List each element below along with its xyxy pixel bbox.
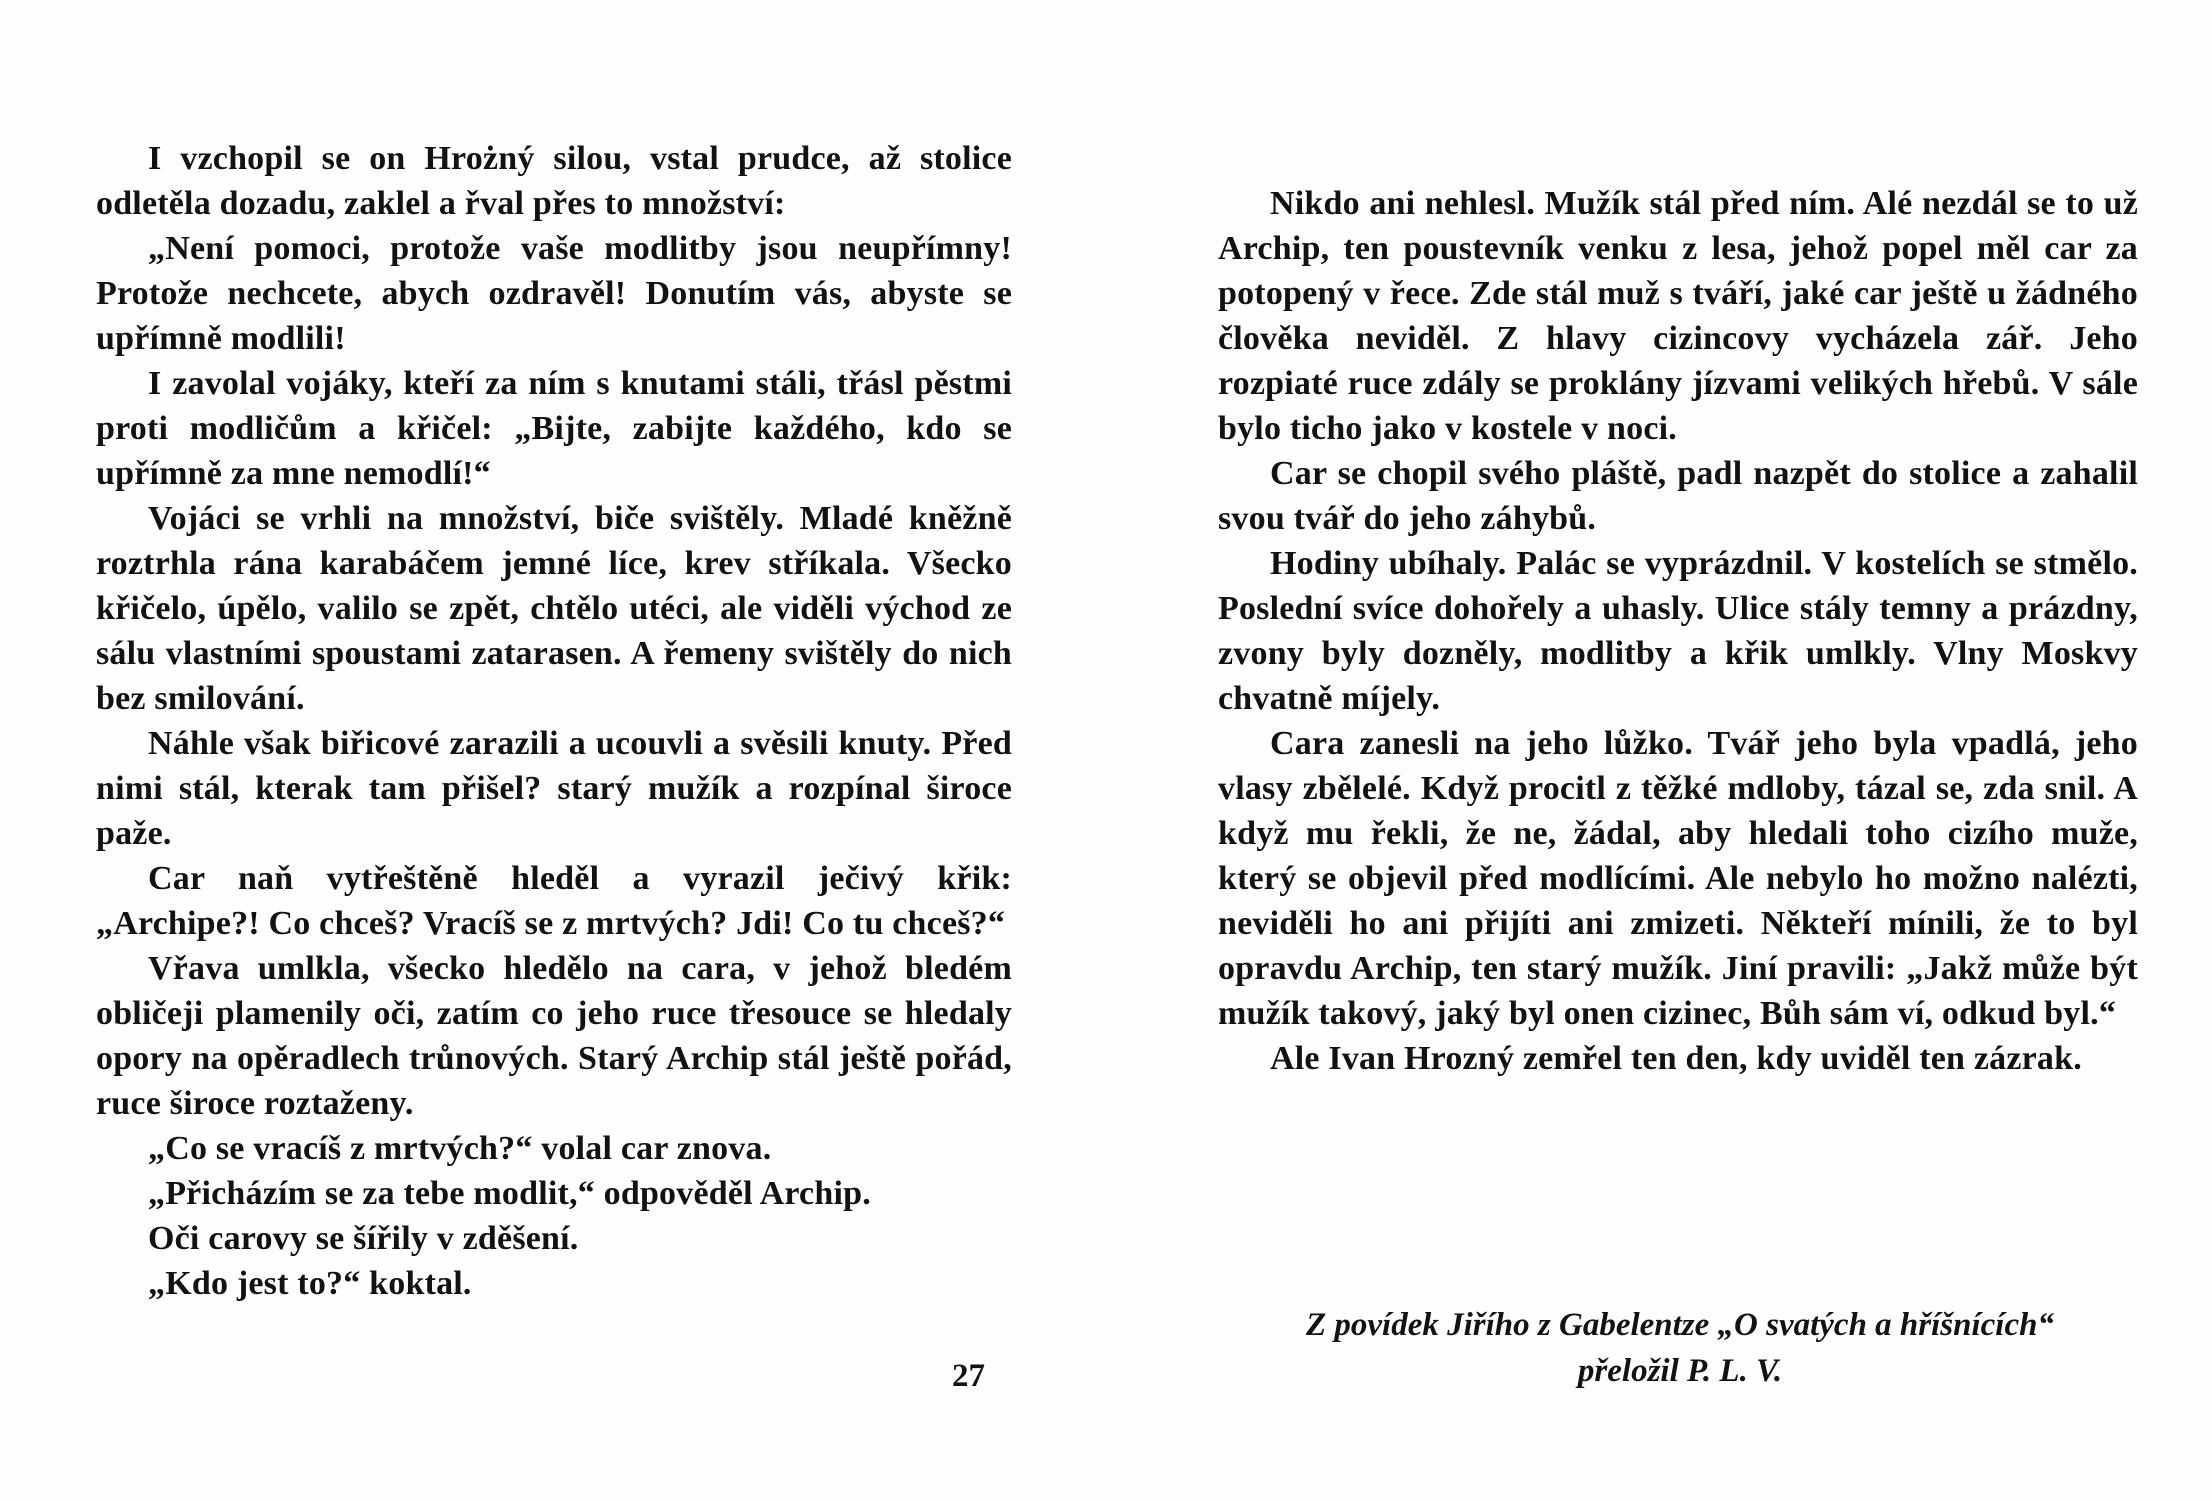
paragraph: „Není pomoci, protože vaše modlitby jsou neupřímny! Protože nechcete, abych ozdravěl! Donutím vás, abyste se upřímně modlili! — [96, 230, 1012, 357]
story-attribution — [1180, 1302, 2180, 1394]
paragraph: Ale Ivan Hrozný zemřel ten den, kdy uviděl ten zázrak. — [1270, 1040, 2082, 1077]
paragraph: Cara zanesli na jeho lůžko. Tvář jeho byla vpadlá, jeho vlasy zbělelé. Když procitl z těžké mdloby, tázal se, zda snil. A když mu řekli, že ne, žádal, aby hledali toho cizího muže, který se objevil před modlícími. Ale nebylo ho možno nalézti, neviděli ho ani přijíti ani zmizeti. Někteří mínili, že to byl opravdu Archip, ten starý mužík. Jiní pravili: „Jakž může být mužík takový, jaký byl onen cizinec, Bůh sám ví, odkud byl.“ — [1218, 725, 2138, 1032]
paragraph: Vojáci se vrhli na množství, biče svištěly. Mladé kněžně roztrhla rána karabáčem jemné líce, krev stříkala. Všecko křičelo, úpělo, valilo se zpět, chtělo utéci, ale viděli východ ze sálu vlastními spoustami zatarasen. A řemeny svištěly do nich bez smilování. — [96, 500, 1012, 717]
paragraph: Nikdo ani nehlesl. Mužík stál před ním. Alé nezdál se to už Archip, ten poustevník venku z lesa, jehož popel měl car za potopený v řece. Zde stál muž s tváří, jaké car ještě u žádného člověka neviděl. Z hlavy cizincovy vycházela zář. Jeho rozpiaté ruce zdály se proklány jízvami velikých hřebů. V sále bylo ticho jako v kostele v noci. — [1218, 185, 2138, 447]
attribution-translator-line: přeložil P. L. V. — [1577, 1353, 1783, 1389]
paragraph: I zavolal vojáky, kteří za ním s knutami stáli, třásl pěstmi proti modličům a křičel: „Bijte, zabijte každého, kdo se upřímně za mne nemodlí!“ — [96, 365, 1012, 492]
paragraph: Oči carovy se šířily v zděšení. — [148, 1220, 579, 1257]
paragraph: „Kdo jest to?“ koktal. — [148, 1265, 472, 1302]
attribution-source-line: Z povídek Jiřího z Gabelentze „O svatých a hříšnících“ — [1306, 1307, 2054, 1343]
right-page-text-block — [1218, 181, 2138, 1081]
paragraph: I vzchopil se on Hrożný silou, vstal prudce, až stolice odletěla dozadu, zaklel a řval přes to množství: — [96, 140, 1012, 222]
paragraph: „Co se vracíš z mrtvých?“ volal car znova. — [148, 1130, 772, 1167]
page-number: 27 — [952, 1358, 985, 1394]
paragraph: Car naň vytřeštěně hleděl a vyrazil ječivý křik: „Archipe?! Co chceš? Vracíš se z mrtvých? Jdi! Co tu chceš?“ — [96, 860, 1012, 942]
paragraph: Hodiny ubíhaly. Palác se vyprázdnil. V kostelích se stmělo. Poslední svíce dohořely a uhasly. Ulice stály temny a prázdny, zvony byly dozněly, modlitby a křik umlkly. Vlny Moskvy chvatně míjely. — [1218, 545, 2138, 717]
paragraph: Vřava umlkla, všecko hledělo na cara, v jehož bledém obličeji plamenily oči, zatím co jeho ruce třesouce se hledaly opory na opěradlech trůnových. Starý Archip stál ještě pořád, ruce široce roztaženy. — [96, 950, 1012, 1122]
paragraph: Náhle však biřicové zarazili a ucouvli a svěsili knuty. Před nimi stál, kterak tam přišel? starý mužík a rozpínal široce paže. — [96, 725, 1012, 852]
paragraph: Car se chopil svého pláště, padl nazpět do stolice a zahalil svou tvář do jeho záhybů. — [1218, 455, 2138, 537]
paragraph: „Přicházím se za tebe modlit,“ odpověděl Archip. — [148, 1175, 871, 1212]
left-page-text-block — [96, 136, 1012, 1306]
